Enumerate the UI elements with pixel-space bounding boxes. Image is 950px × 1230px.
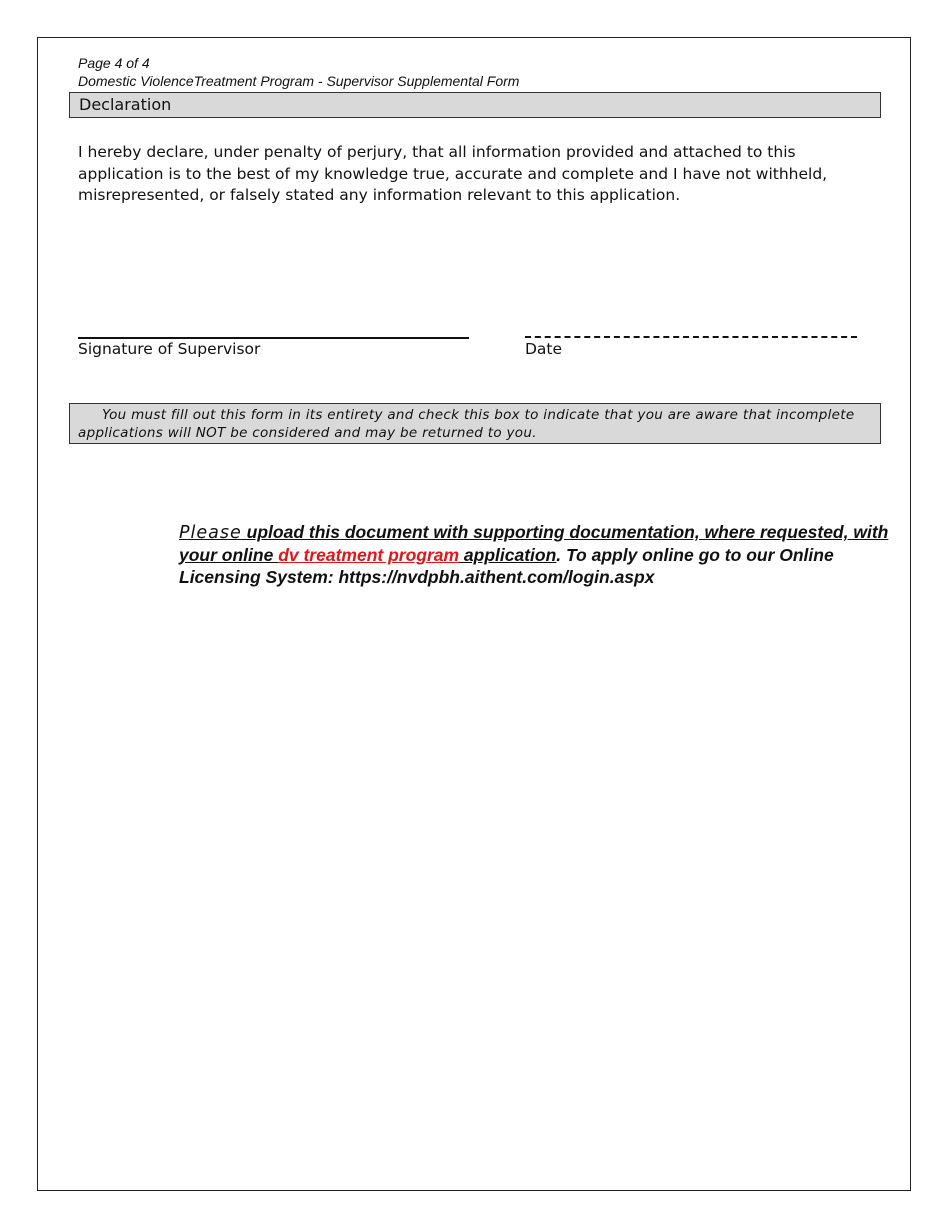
instructions-part-2: application: [459, 545, 557, 565]
declaration-text: I hereby declare, under penalty of perjury, that all information provided and attached to this application is to the best of my knowledge true, accurate and complete and I have not withheld, misrepresented, or falsely stated any information relevant to this application.: [78, 143, 828, 204]
date-label: Date: [525, 340, 563, 358]
upload-instructions: [179, 521, 899, 588]
completion-notice-box: [69, 403, 881, 444]
supervisor-signature-label: Signature of Supervisor: [78, 340, 261, 358]
page-frame: [37, 37, 911, 1191]
declaration-section-header: [69, 92, 881, 118]
dv-treatment-program-link[interactable]: dv treatment program: [278, 545, 460, 565]
please-word: Please: [179, 523, 242, 543]
instructions-part-3: . To apply online go to our Online Licensing System: https://nvdpbh.aithent.com/login.aspx: [179, 545, 834, 587]
date-line[interactable]: [525, 336, 857, 338]
page-number: Page 4 of 4: [78, 55, 150, 71]
form-name: Domestic ViolenceTreatment Program - Supervisor Supplemental Form: [78, 73, 520, 89]
completion-notice-text: You must fill out this form in its entirety and check this box to indicate that you are aware that incomplete applications will NOT be considered and may be returned to you.: [78, 407, 855, 441]
section-title: Declaration: [79, 95, 172, 114]
instructions-part-1: upload this document with supporting documentation, where requested, with your online: [179, 522, 889, 565]
